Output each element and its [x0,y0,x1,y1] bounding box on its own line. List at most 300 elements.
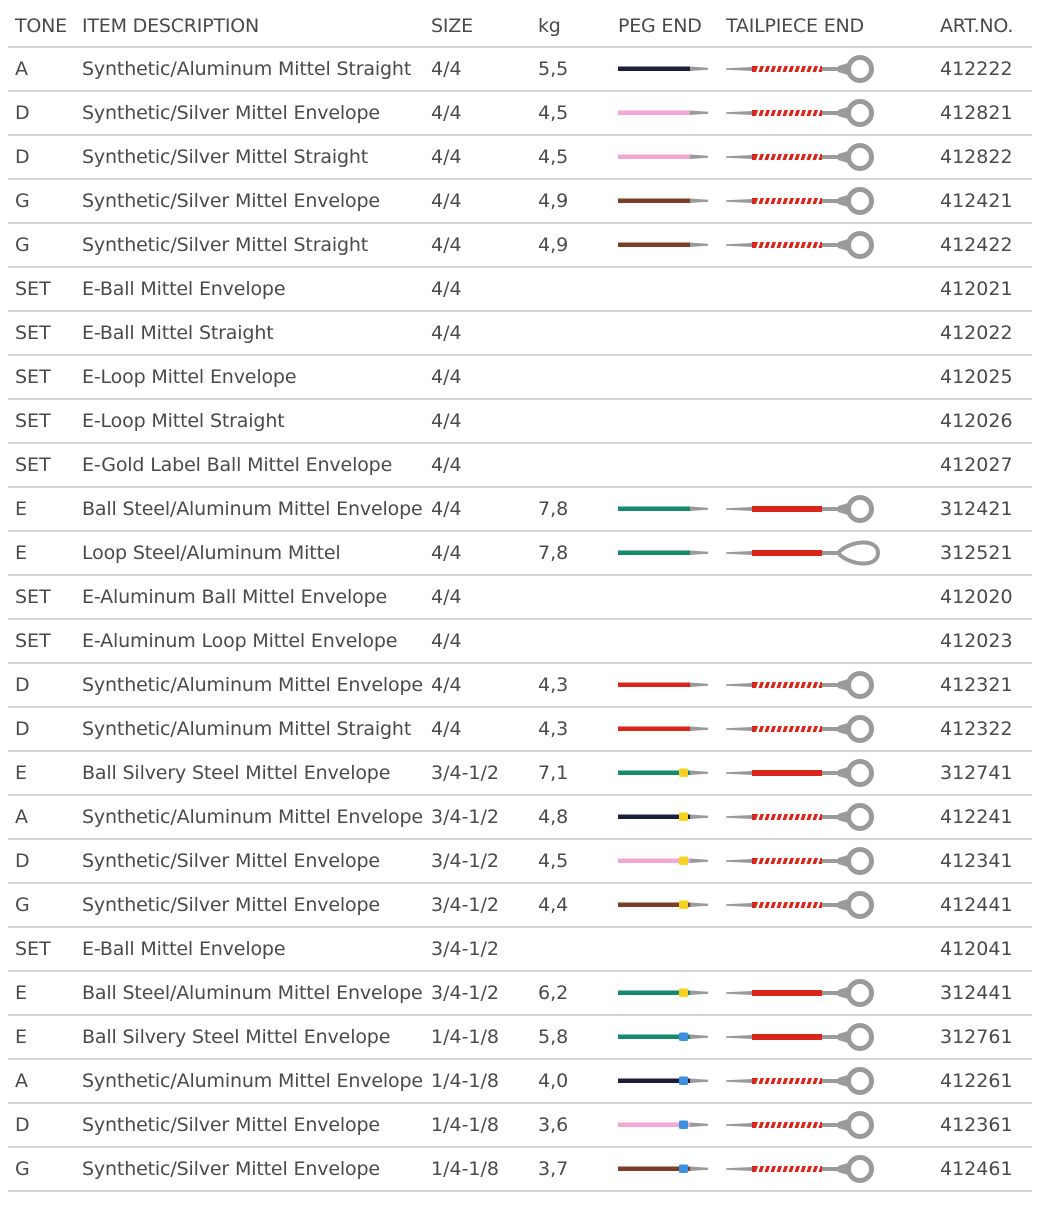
tail-neck [822,771,840,775]
size-cell: 4/4 [431,498,462,520]
peg-end-icon [618,62,710,76]
table-row [8,620,1032,664]
ball-end-icon [726,140,884,174]
size-cell: 1/4-1/8 [431,1026,500,1048]
ball-end-icon [726,712,884,746]
peg-tip [690,1167,708,1172]
kg-cell: 7,1 [538,762,569,784]
kg-cell: 4,9 [538,234,569,256]
peg-string-segment [618,155,690,160]
ring-eye [849,1158,872,1181]
tail-tip [726,155,752,159]
peg-end-cell [618,752,710,794]
peg-end-cell [618,532,710,574]
art-no-cell: 312421 [940,498,1013,520]
peg-tip [690,859,708,864]
description-cell: Synthetic/Silver Mittel Straight [82,146,369,168]
kg-cell: 6,2 [538,982,569,1004]
art-no-cell: 412322 [940,718,1013,740]
peg-end-cell [618,92,710,134]
ring-eye [849,894,872,917]
art-no-cell: 412020 [940,586,1013,608]
table-row [8,224,1032,268]
tailpiece-end-cell [726,884,884,926]
art-no-cell: 412241 [940,806,1013,828]
description-cell: Synthetic/Aluminum Mittel Straight [82,718,412,740]
peg-tip [690,67,708,72]
tone-cell: D [15,674,30,696]
table-row [8,1060,1032,1104]
ring-eye [849,234,872,257]
tone-cell: G [15,1158,30,1180]
tone-cell: E [15,982,28,1004]
art-no-cell: 412822 [940,146,1013,168]
table-row [8,268,1032,312]
tailpiece-end-cell [726,136,884,178]
peg-string-segment [618,111,690,116]
size-cell: 4/4 [431,674,462,696]
kg-cell: 4,0 [538,1070,569,1092]
art-no-cell: 412461 [940,1158,1013,1180]
loop-eye [838,542,878,563]
size-cell: 4/4 [431,190,462,212]
description-cell: Synthetic/Silver Mittel Envelope [82,1158,380,1180]
peg-end-icon [618,150,710,164]
ring-eye [849,850,872,873]
kg-cell: 4,5 [538,102,569,124]
tail-tip [726,551,752,555]
art-no-cell: 312741 [940,762,1013,784]
peg-tip [690,1035,708,1040]
kg-cell: 4,5 [538,850,569,872]
peg-tip [690,991,708,996]
description-cell: Ball Steel/Aluminum Mittel Envelope [82,498,423,520]
table-header [8,6,1032,48]
tone-cell: A [15,58,28,80]
description-cell: Synthetic/Silver Mittel Envelope [82,894,380,916]
tail-tip [726,243,752,247]
description-cell: E-Aluminum Ball Mittel Envelope [82,586,388,608]
size-band-marker [679,1077,688,1086]
kg-cell: 5,8 [538,1026,569,1048]
art-no-cell: 412041 [940,938,1013,960]
peg-end-cell [618,48,710,90]
size-cell: 4/4 [431,234,462,256]
peg-string-segment [618,67,690,72]
peg-tip [690,507,708,512]
description-cell: E-Ball Mittel Envelope [82,938,286,960]
tailpiece-end-cell [726,92,884,134]
ring-eye [849,58,872,81]
peg-end-cell [618,180,710,222]
size-cell: 1/4-1/8 [431,1070,500,1092]
table-row [8,576,1032,620]
table-row [8,972,1032,1016]
tone-cell: SET [15,366,51,388]
kg-cell: 4,8 [538,806,569,828]
peg-tip [690,1123,708,1128]
loop-end-icon [726,536,884,570]
peg-end-cell [618,224,710,266]
tone-cell: SET [15,322,51,344]
art-no-cell: 412261 [940,1070,1013,1092]
table-row [8,752,1032,796]
tailpiece-end-cell [726,1148,884,1190]
ring-eye [849,674,872,697]
size-cell: 3/4-1/2 [431,762,500,784]
tone-cell: D [15,850,30,872]
ball-end-icon [726,844,884,878]
table-row [8,928,1032,972]
tone-cell: D [15,102,30,124]
size-band-marker [679,901,688,910]
description-cell: Synthetic/Aluminum Mittel Envelope [82,674,423,696]
tone-cell: G [15,234,30,256]
tail-neck [822,1167,840,1171]
peg-end-icon [618,1030,710,1044]
table-row [8,796,1032,840]
tail-tip [726,771,752,775]
tail-tip [726,1167,752,1171]
table-row [8,664,1032,708]
table-row [8,444,1032,488]
art-no-cell: 412025 [940,366,1013,388]
peg-string-segment [618,683,690,688]
peg-end-icon [618,546,710,560]
description-cell: E-Ball Mittel Straight [82,322,274,344]
tail-neck [822,155,840,159]
tail-neck [822,815,840,819]
art-no-cell: 412341 [940,850,1013,872]
ring-eye [849,1070,872,1093]
tail-tip [726,111,752,115]
ball-end-icon [726,1064,884,1098]
art-no-cell: 412027 [940,454,1013,476]
ball-end-icon [726,976,884,1010]
art-no-cell: 412321 [940,674,1013,696]
table-row [8,400,1032,444]
tail-tip [726,991,752,995]
description-cell: E-Ball Mittel Envelope [82,278,286,300]
peg-tip [690,243,708,248]
peg-end-cell [618,1148,710,1190]
table-row [8,840,1032,884]
peg-tip [690,771,708,776]
tailpiece-end-cell [726,708,884,750]
art-no-cell: 412026 [940,410,1013,432]
kg-cell: 4,5 [538,146,569,168]
peg-end-icon [618,1118,710,1132]
size-cell: 1/4-1/8 [431,1114,500,1136]
ring-eye [849,982,872,1005]
tone-cell: SET [15,410,51,432]
peg-end-cell [618,884,710,926]
ring-eye [849,1026,872,1049]
size-cell: 3/4-1/2 [431,982,500,1004]
peg-end-cell [618,840,710,882]
peg-tip [690,815,708,820]
tail-tip [726,683,752,687]
peg-end-cell [618,972,710,1014]
header-art-no: ART.NO. [940,15,1014,37]
tailpiece-end-cell [726,840,884,882]
tail-neck [822,199,840,203]
description-cell: Loop Steel/Aluminum Mittel [82,542,341,564]
table-row [8,532,1032,576]
size-cell: 3/4-1/2 [431,806,500,828]
ring-eye [849,1114,872,1137]
tone-cell: SET [15,586,51,608]
tail-neck [822,507,840,511]
size-cell: 4/4 [431,410,462,432]
peg-end-icon [618,810,710,824]
tone-cell: SET [15,630,51,652]
ring-eye [849,146,872,169]
tail-neck [822,111,840,115]
ball-end-icon [726,96,884,130]
tone-cell: A [15,1070,28,1092]
tailpiece-end-cell [726,1016,884,1058]
peg-end-icon [618,106,710,120]
table-row [8,1104,1032,1148]
peg-tip [690,199,708,204]
header-kg: kg [538,15,561,37]
tail-tip [726,1079,752,1083]
tailpiece-end-cell [726,972,884,1014]
tone-cell: D [15,146,30,168]
size-band-marker [679,1165,688,1174]
tail-wrap [752,1034,822,1040]
kg-cell: 7,8 [538,542,569,564]
tail-neck [822,243,840,247]
size-cell: 3/4-1/2 [431,938,500,960]
description-cell: E-Aluminum Loop Mittel Envelope [82,630,398,652]
size-cell: 4/4 [431,146,462,168]
table-row [8,1016,1032,1060]
table-row [8,180,1032,224]
size-band-marker [679,857,688,866]
ring-eye [849,762,872,785]
description-cell: Ball Silvery Steel Mittel Envelope [82,1026,391,1048]
size-cell: 4/4 [431,366,462,388]
peg-end-icon [618,854,710,868]
size-band-marker [679,769,688,778]
peg-end-cell [618,136,710,178]
table-row [8,356,1032,400]
tail-tip [726,859,752,863]
peg-string-segment [618,243,690,248]
tail-neck [822,903,840,907]
peg-end-icon [618,898,710,912]
peg-string-segment [618,551,690,556]
peg-end-cell [618,1016,710,1058]
peg-string-segment [618,507,690,512]
tail-wrap [752,990,822,996]
art-no-cell: 412023 [940,630,1013,652]
ball-end-icon [726,756,884,790]
tail-tip [726,199,752,203]
description-cell: Synthetic/Aluminum Mittel Envelope [82,1070,423,1092]
table-row [8,312,1032,356]
tailpiece-end-cell [726,1104,884,1146]
art-no-cell: 412441 [940,894,1013,916]
peg-end-cell [618,1104,710,1146]
peg-tip [690,727,708,732]
tailpiece-end-cell [726,180,884,222]
peg-end-icon [618,1162,710,1176]
art-no-cell: 412021 [940,278,1013,300]
tailpiece-end-cell [726,488,884,530]
ball-end-icon [726,228,884,262]
string-table [8,6,1032,1192]
ball-end-icon [726,52,884,86]
ball-end-icon [726,184,884,218]
ball-end-icon [726,492,884,526]
size-cell: 4/4 [431,278,462,300]
peg-tip [690,155,708,160]
ring-eye [849,806,872,829]
peg-tip [690,903,708,908]
tone-cell: E [15,542,28,564]
tail-neck [822,1123,840,1127]
tail-neck [822,1035,840,1039]
peg-end-cell [618,1060,710,1102]
tone-cell: E [15,498,28,520]
art-no-cell: 412361 [940,1114,1013,1136]
art-no-cell: 412022 [940,322,1013,344]
tail-neck [822,67,840,71]
kg-cell: 4,3 [538,674,569,696]
size-band-marker [679,813,688,822]
ring-eye [849,190,872,213]
ball-end-icon [726,1108,884,1142]
size-cell: 4/4 [431,542,462,564]
tone-cell: D [15,1114,30,1136]
art-no-cell: 312441 [940,982,1013,1004]
tone-cell: E [15,1026,28,1048]
tail-tip [726,727,752,731]
table-row [8,884,1032,928]
description-cell: Synthetic/Silver Mittel Envelope [82,850,380,872]
ball-end-icon [726,668,884,702]
tone-cell: G [15,190,30,212]
table-row [8,1148,1032,1192]
art-no-cell: 412821 [940,102,1013,124]
tone-cell: SET [15,278,51,300]
tail-neck [822,991,840,995]
size-cell: 1/4-1/8 [431,1158,500,1180]
table-row [8,48,1032,92]
kg-cell: 4,3 [538,718,569,740]
header-description: ITEM DESCRIPTION [82,15,260,37]
tone-cell: D [15,718,30,740]
tailpiece-end-cell [726,48,884,90]
peg-end-cell [618,708,710,750]
size-cell: 4/4 [431,454,462,476]
tail-neck [822,859,840,863]
header-size: SIZE [431,15,473,37]
description-cell: Synthetic/Silver Mittel Envelope [82,102,380,124]
tail-tip [726,67,752,71]
description-cell: Ball Steel/Aluminum Mittel Envelope [82,982,423,1004]
tone-cell: SET [15,938,51,960]
table-row [8,136,1032,180]
header-peg-end: PEG END [618,15,702,37]
tail-tip [726,815,752,819]
header-tailpiece-end: TAILPIECE END [726,15,864,37]
size-band-marker [679,989,688,998]
description-cell: Synthetic/Silver Mittel Envelope [82,190,380,212]
tailpiece-end-cell [726,752,884,794]
size-cell: 3/4-1/2 [431,850,500,872]
art-no-cell: 412222 [940,58,1013,80]
peg-end-icon [618,766,710,780]
ball-end-icon [726,888,884,922]
header-tone: TONE [15,15,67,37]
peg-tip [690,683,708,688]
table-body [8,48,1032,1192]
description-cell: E-Gold Label Ball Mittel Envelope [82,454,393,476]
description-cell: E-Loop Mittel Envelope [82,366,297,388]
peg-tip [690,551,708,556]
kg-cell: 5,5 [538,58,569,80]
size-cell: 4/4 [431,718,462,740]
size-cell: 4/4 [431,630,462,652]
tail-neck [822,1079,840,1083]
table-row [8,708,1032,752]
peg-end-icon [618,194,710,208]
ball-end-icon [726,1152,884,1186]
description-cell: Synthetic/Aluminum Mittel Straight [82,58,412,80]
ball-end-icon [726,800,884,834]
peg-end-icon [618,722,710,736]
peg-tip [690,111,708,116]
tail-tip [726,903,752,907]
peg-end-icon [618,502,710,516]
table-row [8,488,1032,532]
size-band-marker [679,1121,688,1130]
tail-neck [822,683,840,687]
tailpiece-end-cell [726,796,884,838]
size-cell: 4/4 [431,58,462,80]
size-cell: 4/4 [431,586,462,608]
tone-cell: E [15,762,28,784]
tailpiece-end-cell [726,664,884,706]
peg-string-segment [618,199,690,204]
ring-eye [849,718,872,741]
description-cell: E-Loop Mittel Straight [82,410,285,432]
tail-tip [726,1035,752,1039]
size-cell: 3/4-1/2 [431,894,500,916]
ring-eye [849,102,872,125]
tailpiece-end-cell [726,532,884,574]
tone-cell: SET [15,454,51,476]
table-row [8,92,1032,136]
art-no-cell: 412421 [940,190,1013,212]
peg-end-icon [618,238,710,252]
tailpiece-end-cell [726,1060,884,1102]
ball-end-icon [726,1020,884,1054]
description-cell: Synthetic/Silver Mittel Straight [82,234,369,256]
kg-cell: 4,9 [538,190,569,212]
kg-cell: 3,7 [538,1158,569,1180]
peg-string-segment [618,727,690,732]
peg-end-cell [618,796,710,838]
tone-cell: A [15,806,28,828]
peg-end-cell [618,664,710,706]
description-cell: Synthetic/Silver Mittel Envelope [82,1114,380,1136]
art-no-cell: 412422 [940,234,1013,256]
